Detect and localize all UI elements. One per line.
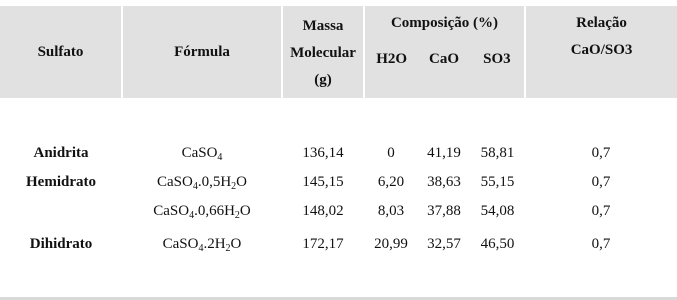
formula-sub1: 4	[198, 242, 204, 254]
formula-tail: O	[239, 203, 251, 219]
header-massa-line2: Molecular	[290, 45, 356, 61]
cell-relacao: 0,7	[591, 203, 611, 219]
header-formula-label: Fórmula	[174, 43, 230, 60]
header-relacao	[525, 5, 677, 99]
header-composicao	[364, 5, 525, 99]
cell-cao: 32,57	[427, 235, 461, 252]
cell-sulfato: Anidrita	[33, 145, 89, 161]
formula-sub1: 4	[217, 152, 223, 163]
cell-formula	[122, 226, 282, 262]
table-row	[0, 168, 677, 197]
cell-h2o: 6,20	[377, 174, 405, 190]
cell-so3: 55,15	[480, 174, 515, 190]
header-massa-molecular	[282, 5, 364, 99]
cell-massa: 136,14	[302, 145, 344, 161]
table-body	[0, 99, 677, 262]
formula-base: CaSO	[156, 174, 193, 190]
formula-base: CaSO	[181, 145, 218, 161]
formula-mid: .2H	[203, 235, 226, 252]
cell-sulfato: Dihidrato	[29, 235, 93, 252]
table-header	[0, 5, 677, 99]
formula-sub1: 4	[189, 210, 195, 221]
table-row	[0, 139, 677, 168]
header-so3: SO3	[483, 51, 511, 67]
header-relacao-line2: CaO/SO3	[570, 42, 633, 58]
table-row	[0, 226, 677, 262]
header-composicao-title: Composição (%)	[390, 15, 499, 31]
spacer-row	[0, 99, 677, 139]
formula-base: CaSO	[162, 235, 199, 252]
cell-cao: 38,63	[427, 174, 461, 190]
header-formula	[122, 5, 282, 99]
formula-sub1: 4	[192, 181, 198, 192]
table-row	[0, 197, 677, 226]
cell-formula	[122, 168, 282, 197]
formula-sub2: 2	[231, 181, 237, 192]
cell-so3: 54,08	[480, 203, 515, 219]
cell-massa: 148,02	[302, 203, 344, 219]
header-sulfato	[0, 5, 122, 99]
sulfate-properties-table	[0, 4, 677, 262]
header-massa-line3: (g)	[314, 72, 332, 88]
cell-formula	[122, 197, 282, 226]
header-h2o: H2O	[376, 51, 408, 67]
cell-so3: 46,50	[480, 235, 515, 252]
cell-so3: 58,81	[480, 145, 515, 161]
cell-cao: 37,88	[427, 203, 461, 219]
cell-relacao: 0,7	[591, 174, 611, 190]
formula-tail: O	[230, 235, 242, 252]
cell-h2o: 8,03	[377, 203, 405, 219]
header-cao: CaO	[429, 51, 460, 67]
cell-formula	[122, 139, 282, 168]
header-relacao-line1: Relação	[576, 15, 627, 31]
cell-massa: 145,15	[302, 174, 344, 190]
cell-relacao: 0,7	[591, 145, 611, 161]
cell-h2o: 20,99	[374, 235, 408, 252]
cell-cao: 41,19	[427, 145, 461, 161]
formula-base: CaSO	[153, 203, 190, 219]
header-sulfato-label: Sulfato	[37, 43, 84, 60]
cell-massa: 172,17	[302, 235, 344, 252]
cell-h2o: 0	[387, 145, 395, 161]
formula-mid: .0,66H	[194, 203, 235, 219]
header-massa-line1: Massa	[302, 18, 344, 34]
formula-sub2: 2	[234, 210, 240, 221]
cell-sulfato: Hemidrato	[26, 174, 96, 190]
formula-tail: O	[236, 174, 248, 190]
formula-sub2: 2	[225, 242, 231, 254]
formula-mid: .0,5H	[197, 174, 232, 190]
cell-relacao: 0,7	[591, 235, 611, 252]
cell-sulfato	[0, 197, 122, 226]
